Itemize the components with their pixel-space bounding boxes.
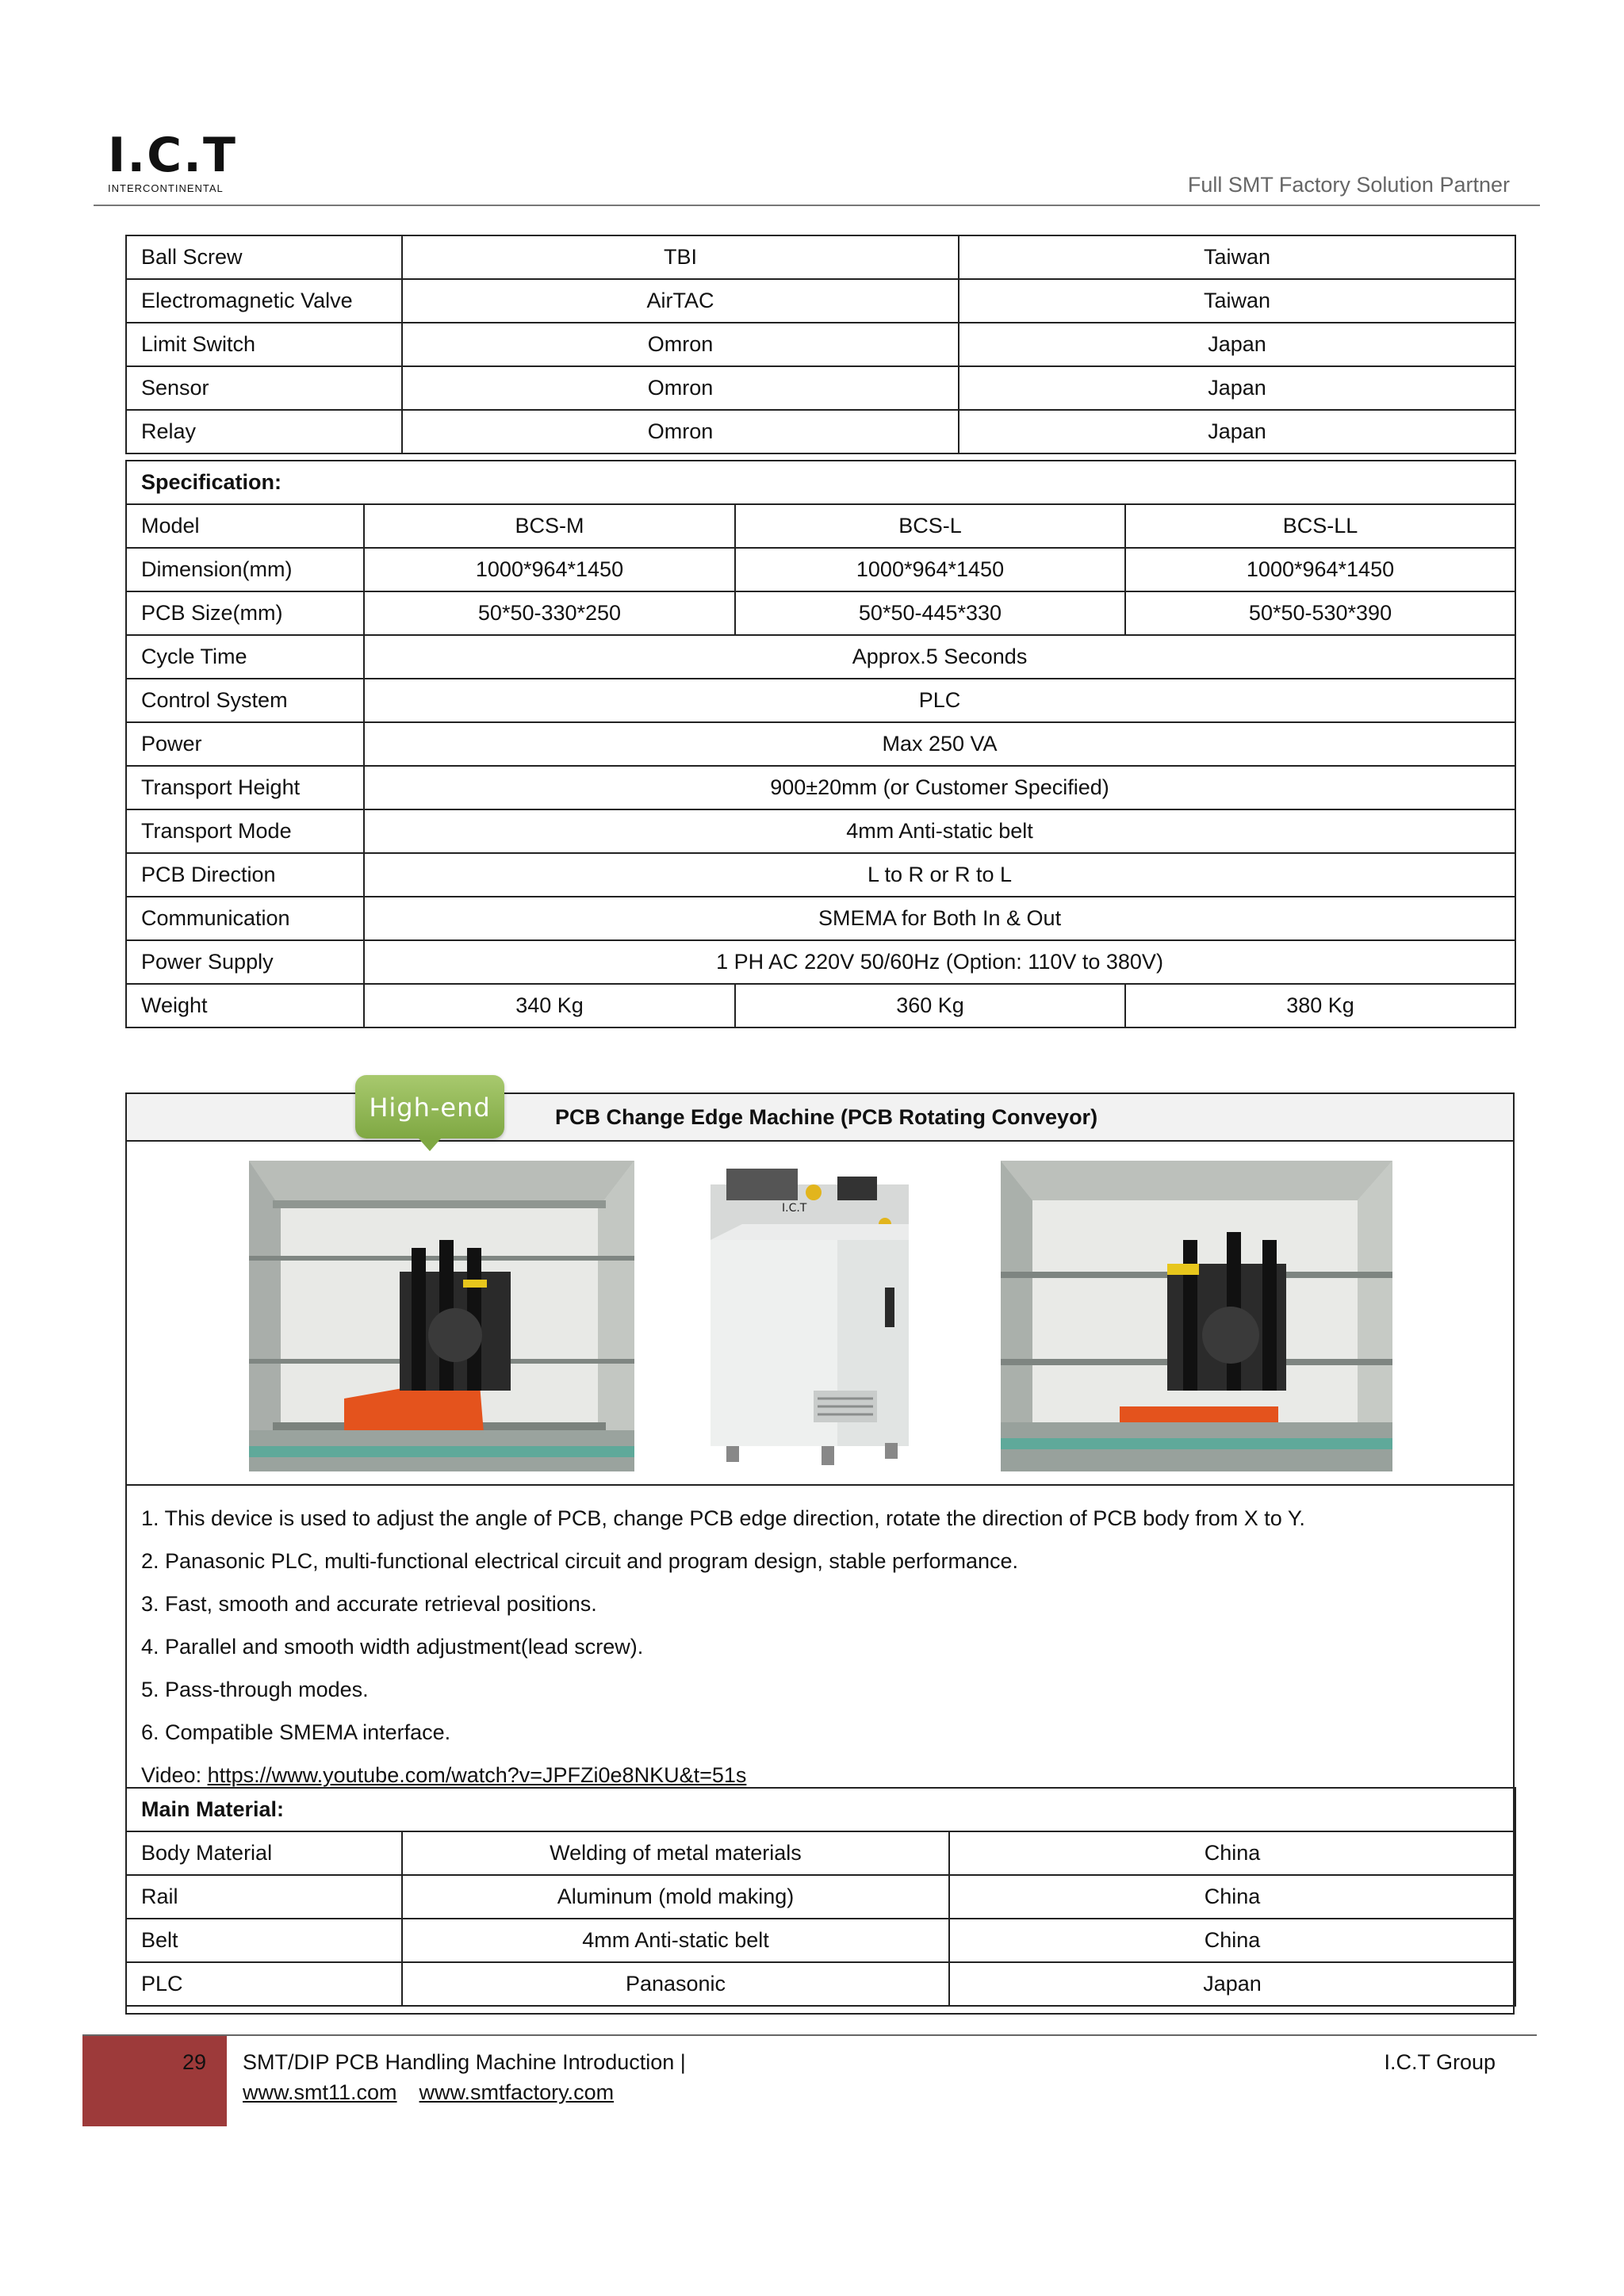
table-cell: Japan — [959, 366, 1515, 410]
footer-company: I.C.T Group — [1384, 2050, 1496, 2074]
table-cell: Omron — [402, 323, 959, 366]
table-cell: 380 Kg — [1125, 984, 1515, 1027]
table-row — [126, 548, 1515, 591]
table-cell: Belt — [126, 1919, 402, 1962]
header-divider — [94, 205, 1540, 206]
table-row — [126, 1962, 1515, 2006]
specification-table — [125, 460, 1516, 1028]
table-cell: PCB Size(mm) — [126, 591, 364, 635]
video-link[interactable]: https://www.youtube.com/watch?v=JPFZi0e8NKU&t=51s — [207, 1763, 747, 1787]
footer-links — [243, 2080, 636, 2105]
table-cell: 900±20mm (or Customer Specified) — [364, 766, 1515, 809]
product-title: PCB Change Edge Machine (PCB Rotating Conveyor) — [555, 1105, 1098, 1129]
table-row — [126, 766, 1515, 809]
conveyor-photo-left — [249, 1161, 634, 1471]
table-cell: AirTAC — [402, 279, 959, 323]
table-cell: Rail — [126, 1875, 402, 1919]
table-row — [126, 366, 1515, 410]
table-cell: SMEMA for Both In & Out — [364, 897, 1515, 940]
table-cell: 1000*964*1450 — [364, 548, 735, 591]
table-cell: Taiwan — [959, 235, 1515, 279]
table-cell: Limit Switch — [126, 323, 402, 366]
table-row — [126, 591, 1515, 635]
table-cell: Electromagnetic Valve — [126, 279, 402, 323]
spec-heading: Specification: — [126, 461, 1515, 504]
table-row — [126, 635, 1515, 679]
table-cell: BCS-M — [364, 504, 735, 548]
table-cell: BCS-L — [735, 504, 1125, 548]
feature-item: 2. Panasonic PLC, multi-functional electrical circuit and program design, stable performance. — [141, 1549, 1019, 1573]
table-cell: Transport Height — [126, 766, 364, 809]
table-cell: Japan — [959, 410, 1515, 453]
company-logo — [108, 128, 259, 195]
table-row — [126, 461, 1515, 504]
video-label: Video: — [141, 1763, 208, 1787]
table-cell: Control System — [126, 679, 364, 722]
table-cell: Omron — [402, 410, 959, 453]
table-row — [126, 853, 1515, 897]
table-cell: TBI — [402, 235, 959, 279]
table-row — [126, 940, 1515, 984]
table-cell: Sensor — [126, 366, 402, 410]
product-photos — [127, 1142, 1513, 1486]
table-cell: Japan — [959, 323, 1515, 366]
table-cell: Aluminum (mold making) — [402, 1875, 949, 1919]
feature-item: 1. This device is used to adjust the angle of PCB, change PCB edge direction, rotate the direction of PCB body from X to Y. — [141, 1506, 1305, 1530]
table-cell: Omron — [402, 366, 959, 410]
table-row — [126, 679, 1515, 722]
logo-subtitle: INTERCONTINENTAL — [108, 182, 224, 194]
components-table — [125, 235, 1516, 454]
table-cell: 360 Kg — [735, 984, 1125, 1027]
table-cell: Taiwan — [959, 279, 1515, 323]
table-row — [126, 984, 1515, 1027]
table-row — [126, 279, 1515, 323]
table-cell: Communication — [126, 897, 364, 940]
table-cell: Japan — [949, 1962, 1515, 2006]
high-end-badge: High-end — [355, 1075, 504, 1138]
table-row — [126, 323, 1515, 366]
feature-item: 5. Pass-through modes. — [141, 1678, 369, 1701]
footer-divider — [82, 2034, 1537, 2036]
feature-item: 3. Fast, smooth and accurate retrieval positions. — [141, 1592, 597, 1616]
table-cell: Power Supply — [126, 940, 364, 984]
feature-item: 6. Compatible SMEMA interface. — [141, 1720, 451, 1744]
table-cell: BCS-LL — [1125, 504, 1515, 548]
table-cell: Power — [126, 722, 364, 766]
table-cell: Max 250 VA — [364, 722, 1515, 766]
table-cell: 50*50-330*250 — [364, 591, 735, 635]
table-row — [126, 1788, 1515, 1831]
table-cell: 4mm Anti-static belt — [364, 809, 1515, 853]
table-cell: China — [949, 1831, 1515, 1875]
table-row — [126, 1831, 1515, 1875]
table-cell: Relay — [126, 410, 402, 453]
table-cell: PLC — [126, 1962, 402, 2006]
table-cell: Cycle Time — [126, 635, 364, 679]
footer-link-smt11[interactable]: www.smt11.com — [243, 2080, 397, 2104]
table-cell: Transport Mode — [126, 809, 364, 853]
table-cell: 4mm Anti-static belt — [402, 1919, 949, 1962]
table-cell: 340 Kg — [364, 984, 735, 1027]
conveyor-photo-right — [1001, 1161, 1392, 1471]
table-cell: Dimension(mm) — [126, 548, 364, 591]
header-tagline: Full SMT Factory Solution Partner — [1187, 173, 1510, 197]
logo-text: I.C.T — [108, 128, 237, 183]
table-cell: 1000*964*1450 — [1125, 548, 1515, 591]
table-row — [126, 809, 1515, 853]
table-row — [126, 235, 1515, 279]
table-cell: Model — [126, 504, 364, 548]
machine-logo-label: I.C.T — [782, 1202, 807, 1215]
table-row — [126, 897, 1515, 940]
footer-link-smtfactory[interactable]: www.smtfactory.com — [419, 2080, 615, 2104]
table-cell: China — [949, 1919, 1515, 1962]
material-table — [125, 1787, 1516, 2007]
table-row — [126, 504, 1515, 548]
table-cell: China — [949, 1875, 1515, 1919]
material-heading: Main Material: — [126, 1788, 1515, 1831]
table-row — [126, 410, 1515, 453]
table-cell: 1 PH AC 220V 50/60Hz (Option: 110V to 380V) — [364, 940, 1515, 984]
table-row — [126, 1919, 1515, 1962]
table-cell: Body Material — [126, 1831, 402, 1875]
machine-photo-center — [695, 1161, 925, 1471]
table-cell: Ball Screw — [126, 235, 402, 279]
table-row — [126, 722, 1515, 766]
table-row — [126, 1875, 1515, 1919]
table-cell: L to R or R to L — [364, 853, 1515, 897]
logo-mark — [108, 128, 259, 183]
page-number: 29 — [182, 2050, 207, 2074]
table-cell: Weight — [126, 984, 364, 1027]
footer-title: SMT/DIP PCB Handling Machine Introduction | — [243, 2050, 686, 2074]
feature-item: 4. Parallel and smooth width adjustment(lead screw). — [141, 1635, 644, 1659]
table-cell: 50*50-530*390 — [1125, 591, 1515, 635]
table-cell: PCB Direction — [126, 853, 364, 897]
table-cell: 1000*964*1450 — [735, 548, 1125, 591]
table-cell: 50*50-445*330 — [735, 591, 1125, 635]
feature-list — [141, 1497, 1505, 1797]
table-cell: Welding of metal materials — [402, 1831, 949, 1875]
table-cell: Panasonic — [402, 1962, 949, 2006]
product-title-bar — [127, 1094, 1513, 1142]
table-cell: Approx.5 Seconds — [364, 635, 1515, 679]
table-cell: PLC — [364, 679, 1515, 722]
